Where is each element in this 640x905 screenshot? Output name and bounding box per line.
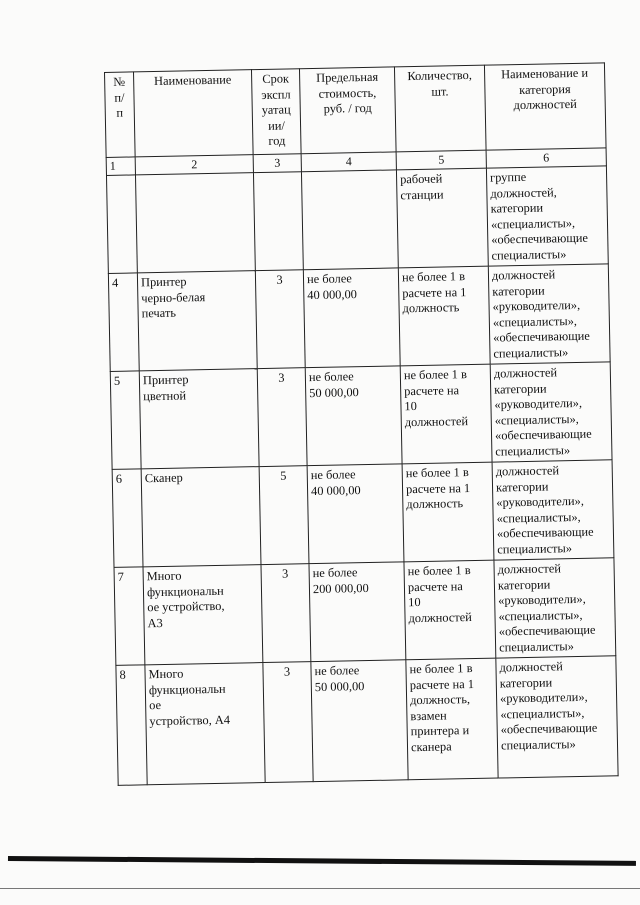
cell-quantity: не более 1 в расчете на 1 должность: [402, 462, 494, 562]
cell-name: Много функциональн ое устройство, А3: [143, 565, 263, 665]
column-number: 2: [135, 155, 253, 175]
cell-price: не более 50 000,00: [305, 366, 402, 466]
cell-name: Сканер: [141, 467, 261, 567]
cell-term: [253, 172, 303, 271]
cell-quantity: не более 1 в расчете на 10 должностей: [404, 560, 496, 660]
cell-term: 3: [261, 564, 311, 663]
cell-category: должностей категории «руководители», «специалисты», «обеспечивающие специалисты»: [490, 362, 612, 462]
table-row: [106, 166, 608, 274]
table-row: [116, 656, 618, 786]
column-number: 1: [106, 157, 135, 176]
cell-name: Принтер черно-белая печать: [137, 271, 257, 371]
header-price: Предельная стоимость, руб. / год: [299, 67, 396, 154]
cell-quantity: рабочей станции: [396, 168, 488, 268]
cell-quantity: не более 1 в расчете на 10 должностей: [400, 364, 492, 464]
cell-price: [301, 170, 398, 270]
page-edge-line: [0, 888, 640, 889]
cell-term: 3: [263, 662, 313, 783]
cell-category: должностей категории «руководители», «специалисты», «обеспечивающие специалисты»: [488, 264, 610, 364]
cell-name: Принтер цветной: [139, 369, 259, 469]
cell-number: 6: [112, 469, 143, 568]
cell-category: должностей категории «руководители», «специалисты», «обеспечивающие специалисты»: [496, 656, 618, 778]
cell-quantity: не более 1 в расчете на 1 должность: [398, 266, 490, 366]
table-header-row: [105, 63, 607, 158]
cell-price: не более 40 000,00: [303, 268, 400, 368]
cell-price: не более 50 000,00: [311, 660, 408, 782]
cell-term: 3: [257, 368, 307, 467]
table-row: [110, 362, 612, 470]
page-bottom-rule: [8, 856, 636, 866]
table-row: [114, 558, 616, 666]
cell-number: 8: [116, 665, 147, 786]
header-no: № п/ п: [105, 72, 136, 158]
cell-category: группе должностей, категории «специалисты», «обеспечивающие специалисты»: [486, 166, 608, 266]
cell-number: [106, 175, 137, 274]
cell-term: 3: [255, 270, 305, 369]
header-qty: Количество, шт.: [394, 65, 486, 152]
table-body: [106, 166, 618, 785]
header-term: Срок экспл уатац ии/ год: [251, 69, 301, 155]
cell-number: 7: [114, 567, 145, 666]
table-row: [108, 264, 610, 372]
column-number: 3: [253, 154, 301, 173]
header-name: Наименование: [134, 70, 254, 157]
column-number: 4: [301, 152, 396, 172]
cell-category: должностей категории «руководители», «специалисты», «обеспечивающие специалисты»: [494, 558, 616, 658]
cell-term: 5: [259, 466, 309, 565]
header-category: Наименование и категория должностей: [484, 63, 606, 150]
table-row: [112, 460, 614, 568]
cell-number: 4: [108, 273, 139, 372]
cell-number: 5: [110, 371, 141, 470]
column-number: 5: [396, 150, 486, 170]
equipment-norms-table: [104, 62, 619, 785]
cell-price: не более 200 000,00: [309, 562, 406, 662]
cell-quantity: не более 1 в расчете на 1 должность, взамен принтера и сканера: [406, 658, 498, 780]
column-number: 6: [486, 148, 606, 168]
cell-name: [135, 173, 255, 273]
cell-price: не более 40 000,00: [307, 464, 404, 564]
cell-name: Много функциональн ое устройство, А4: [145, 663, 265, 785]
document-page: [104, 62, 618, 781]
cell-category: должностей категории «руководители», «специалисты», «обеспечивающие специалисты»: [492, 460, 614, 560]
